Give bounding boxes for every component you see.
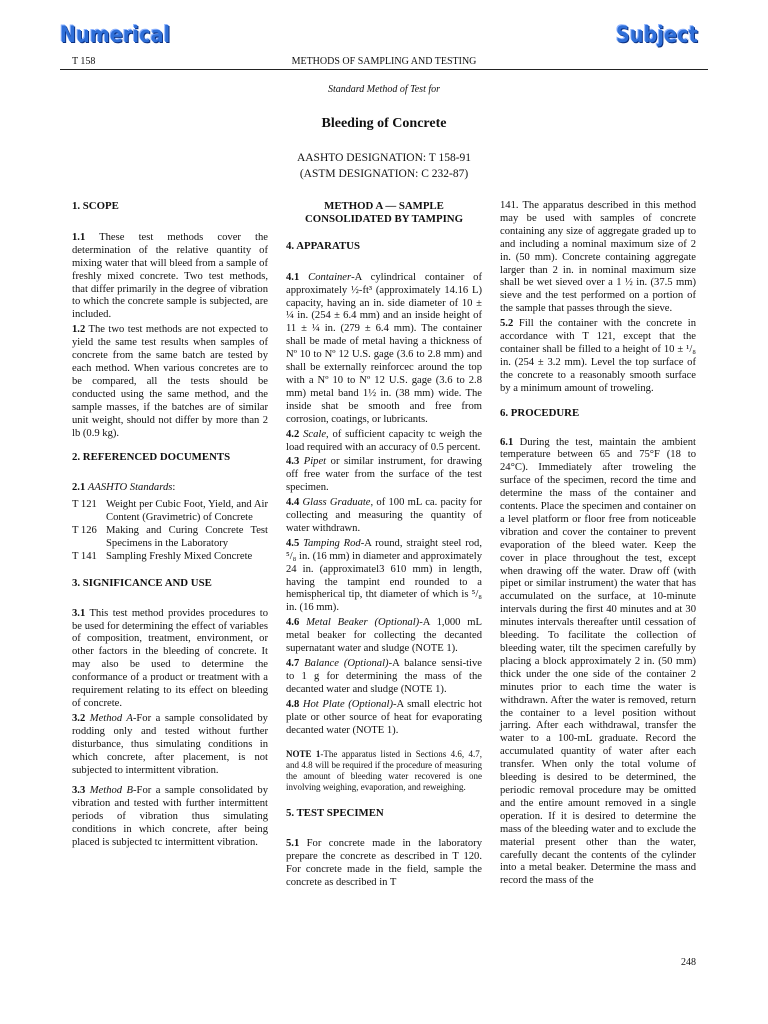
clause-number: 1.2 (72, 324, 86, 336)
paragraph-4-1 (286, 272, 482, 427)
method-a-heading: METHOD A — SAMPLE CONSOLIDATED BY TAMPING (305, 200, 463, 225)
clause-number: 5.1 (286, 838, 300, 850)
reference-item (72, 499, 268, 525)
clause-text: , of sufficient capacity tc weigh the load required with an accuracy of 0.5 percent. (286, 428, 482, 453)
standard-code: T 158 (72, 56, 96, 67)
running-title: METHODS OF SAMPLING AND TESTING (291, 56, 477, 67)
clause-text: This test method provides procedures to be used for determining the effect of variables of composition, treatment, environment, or other factors in the bleeding of concrete. It may also be used to determine the conformance of a product or treatment with a requirement relating to its effect on bleeding of concrete. (72, 607, 268, 709)
clause-label: Balance (Optional) (304, 658, 389, 669)
clause-number: 3.2 (72, 712, 86, 724)
clause-text: -A balance sensi-tive to 1 g for determining the mass of the decanted water and sludge (NOTE 1). (286, 658, 482, 695)
clause-label: Scale (303, 428, 327, 440)
reference-code: T 141 (72, 550, 97, 562)
clause-label: Pipet (303, 456, 327, 468)
clause-text: For concrete made in the laboratory prepare the concrete as described in T 120. For concrete made in the field, sample the concrete as described in T (286, 838, 482, 889)
paragraph-4-2 (286, 429, 482, 455)
paragraph-4-8 (286, 699, 482, 738)
column-left (72, 200, 268, 852)
clause-number: 4.5 (286, 537, 300, 549)
paragraph-6-1 (500, 437, 696, 889)
clause-number: 4.7 (286, 658, 300, 669)
clause-text: -For a sample consolidated by rodding only and tested without further disturbance, thus simulating conditions in which concrete, after placement, is not subjected to intermittent vibration. (72, 712, 268, 776)
document-subtitle: Standard Method of Test for (327, 84, 441, 95)
page-number: 248 (681, 957, 696, 968)
clause-label: Hot Plate (Optional) (302, 698, 393, 710)
clause-text: Fill the container with the concrete in accordance with T 121, except that the container shall be filled to a height of 10 ± ¹/₈ in. (254 ± 3.2 mm). Level the top surface of the concrete to a reasonably smooth surface by a minimum amount of troweling. (500, 318, 696, 394)
clause-number: 1.1 (72, 231, 86, 243)
clause-label: Container (308, 271, 352, 283)
note-1 (286, 749, 482, 793)
clause-text: -For a sample consolidated by vibration and tested with further intermittent periods of vibration thus simulating conditions in which concrete, after being placed is subjected tc intermittent vibration. (72, 785, 268, 849)
clause-number: 4.3 (286, 456, 300, 468)
numerical-logo: Numerical (60, 22, 171, 48)
header-rule (60, 69, 708, 70)
clause-number: 3.3 (72, 785, 86, 797)
clause-text: -A 1,000 mL metal beaker for collecting the decanted supernatant water and sludge (NOTE 1). (286, 617, 483, 655)
clause-number: 2.1 (72, 482, 86, 494)
paragraph-1-2 (72, 324, 268, 440)
clause-text: -A round, straight steel rod, ⁵/₈ in. (16 mm) in diameter and approximately 24 in. (approximatel3 610 mm) in length, having the tampint end rounded to a hemispherical tip, tht diameter of which is ⁵/₈ in. (16 mm). (286, 537, 482, 614)
paragraph-3-2 (72, 713, 268, 778)
section-heading-procedure: 6. PROCEDURE (500, 406, 580, 419)
clause-label: AASHTO Standards (87, 482, 173, 494)
paragraph-4-6 (286, 617, 482, 656)
clause-number: 6.1 (500, 436, 514, 448)
section-heading-scope: 1. SCOPE (72, 200, 119, 212)
paragraph-5-2 (500, 318, 696, 395)
paragraph-2-1: 2.1 AASHTO Standards: (72, 482, 176, 494)
clause-number: 4.2 (286, 428, 300, 440)
paragraph-3-1 (72, 608, 268, 711)
reference-item (72, 525, 268, 551)
clause-number: 3.1 (72, 607, 86, 619)
clause-text: During the test, maintain the ambient temperature between 65 and 75°F (18 to 24°C). Immediately after troweling the surface of the specimen, record the time and determine the mass of the container and contents. Place the specimen and container on a level platform or floor free from noticeable vibration and cover the container to prevent evaporation of the bleed water. Keep the cover in place throughout the test, except when drawing off the water. Draw off (with pipet or similar instrument) the water that has accumulated on the surface, at 10-minute intervals during the first 40 minutes and at 30 minutes intervals thereafter until cessation of bleeding. To facilitate the collection of bleeding water, tilt the specimen carefully by placing a block approximately 2 in. (50 mm) thick under the one side of the container 2 minutes prior to each time the water is withdrawn. After the water is removed, return the container to a level position without jarring. After each withdrawal, transfer the water to a 100-mL graduate. Record the accumulated quantity of water after each transfer. When only the total volume of bleeding is desired to be determined, the periodic removal procedure may be omitted and the entire amount removed in a single operation. If it is desired to determine the mass of the bleeding water and to exclude the material present other than the water, carefully decant the contents of the cylinder into a metal beaker. Determine the mass and record the mass of the (500, 436, 696, 887)
clause-text: , of 100 mL ca. pacity for collecting and measuring the quantity of water withdrawn. (286, 497, 482, 534)
paragraph-1-1 (72, 232, 268, 322)
column-middle (286, 200, 482, 892)
subject-logo: Subject (616, 22, 698, 48)
section-heading-test-specimen: 5. TEST SPECIMEN (286, 807, 384, 820)
clause-text: -A small electric hot plate or other source of heat for evaporating decanted water (NOTE 1). (286, 698, 482, 736)
section-heading-significance: 3. SIGNIFICANCE AND USE (72, 576, 212, 589)
clause-label: Method B (89, 785, 134, 797)
document-title: Bleeding of Concrete (321, 116, 447, 131)
clause-number: 4.6 (286, 617, 300, 629)
clause-text: or similar instrument, for drawing off free water from the surface of the test specimen. (286, 456, 482, 494)
section-heading-apparatus: 4. APPARATUS (286, 239, 360, 252)
clause-text: The two test methods are not expected to yield the same test results when samples of concrete from the same batch are tested by each method. When various concretes are to be compared, all the tests should be conducted using the same method, and the sample masses, if the batches are of similar unit weight, should not differ by more than 2 lb (0.9 kg). (72, 324, 268, 439)
clause-number: 4.4 (286, 497, 300, 509)
paragraph-4-4 (286, 497, 482, 536)
reference-title: Making and Curing Concrete Test Specimens in the Laboratory (106, 525, 268, 549)
clause-label: Tamping Rod (303, 537, 361, 549)
paragraph-5-1-continued: 141. The apparatus described in this method may be used with samples of concrete containing any size of aggregate graded up to and including a nominal maximum size of 2 in. (50 mm). Concrete containing aggregate larger than 2 in. in nominal maximum size shall be wet sieved over a 1 ½ in. (37.5 mm) sieve and the test performed on a portion of the sample that passes through the sieve. (500, 200, 696, 315)
paragraph-4-3 (286, 456, 482, 495)
reference-title: Sampling Freshly Mixed Concrete (106, 550, 253, 562)
note-text: -The apparatus listed in Sections 4.6, 4.7, and 4.8 will be required if the procedure of measuring the amount of bleeding water recovered is one involving weighing, evaporation, and reweighing. (286, 749, 482, 793)
paragraph-4-5 (286, 538, 482, 615)
reference-code: T 126 (72, 525, 97, 537)
paragraph-3-3 (72, 785, 268, 850)
clause-text: -A cylindrical container of approximately ½-ft³ (approximately 14.16 L) capacity, having an in. side diameter of 10 ± ¼ in. (254 ± 6.4 mm) and an inside height of 11 ± ¼ in. (279 ± 6.4 mm). The container shall be made of metal having a thickness of Nº 10 to Nº 12 U.S. gage (3.6 to 2.8 mm) and shall be externally reinforcec around the top with a Nº 10 to Nº 12 U.S. gage (3.6 to 2.8 mm) metal band 1½ in. (38 mm) wide. The inside shat be smooth and free from corrosion, coatings, or lubricants. (286, 271, 482, 425)
column-right (500, 200, 696, 890)
clause-number: 5.2 (500, 318, 514, 330)
reference-item (72, 551, 268, 564)
clause-label: Glass Graduate (302, 497, 371, 509)
clause-label: Method A (89, 712, 133, 724)
reference-code: T 121 (72, 499, 97, 511)
section-heading-referenced-documents: 2. REFERENCED DOCUMENTS (72, 451, 231, 464)
clause-text: These test methods cover the determination of the relative quantity of mixing water that will bleed from a sample of freshly mixed concrete. Two test methods, that differ primarily in the degree of vibration to which the concrete sample is subjected, are included. (72, 231, 268, 321)
clause-label: Metal Beaker (Optional) (306, 617, 420, 629)
reference-title: Weight per Cubic Foot, Yield, and Air Content (Gravimetric) of Concrete (106, 499, 268, 524)
clause-number: 4.8 (286, 698, 300, 710)
astm-designation: (ASTM DESIGNATION: C 232-87) (299, 168, 469, 180)
paragraph-4-7 (286, 658, 482, 697)
paragraph-5-1 (286, 838, 482, 890)
note-label: NOTE 1 (286, 749, 321, 760)
clause-number: 4.1 (286, 271, 300, 283)
aashto-designation: AASHTO DESIGNATION: T 158-91 (296, 152, 472, 164)
